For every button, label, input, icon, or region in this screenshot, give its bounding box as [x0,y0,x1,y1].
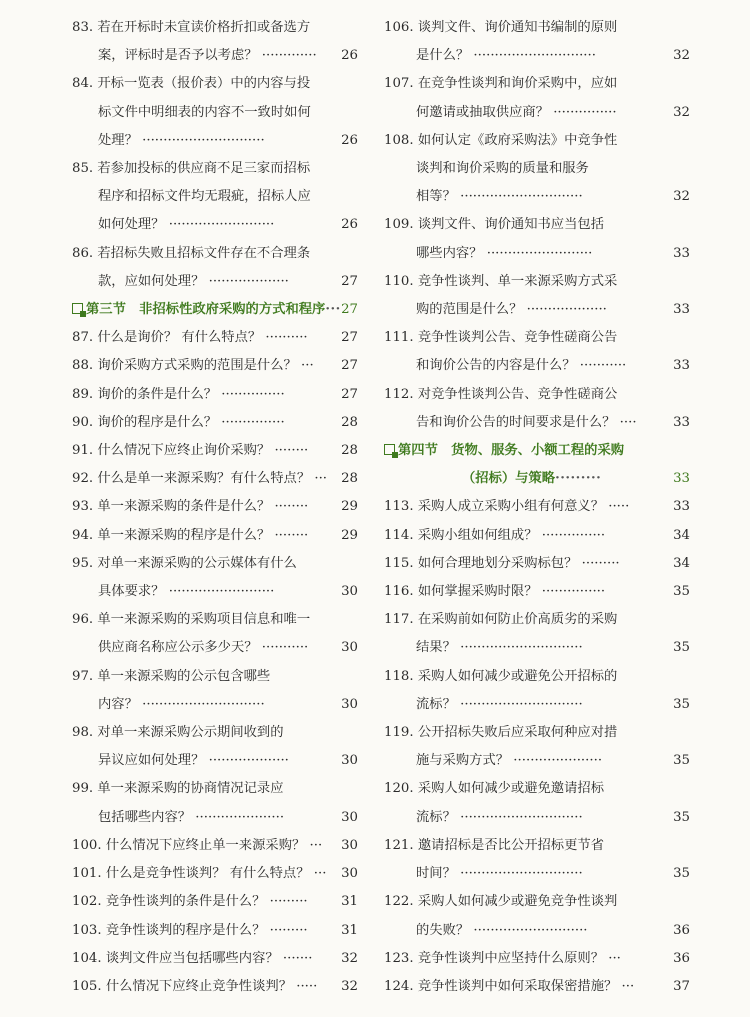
toc-entry-text: 113. 采购人成立采购小组有何意义？ ····· [384,499,630,515]
toc-entry-line [384,973,690,1001]
toc-column-left [72,14,358,1001]
toc-page-number: 35 [673,584,690,600]
toc-page-number: 35 [673,866,690,882]
toc-entry-text: 114. 采购小组如何组成？ ··············· [384,527,606,543]
toc-entry-line [72,634,358,662]
toc-entry-line [384,127,690,155]
section-heading-line [384,437,690,465]
toc-entry-line [72,691,358,719]
toc-entry[interactable] [384,606,690,662]
toc-page-number: 31 [341,922,358,938]
section-heading[interactable] [384,437,690,493]
toc-entry[interactable] [72,70,358,155]
toc-entry[interactable] [384,268,690,324]
toc-entry-line [72,155,358,183]
toc-entry-text: 98. 对单一来源采购公示期间收到的 [72,725,284,741]
toc-entry-text: 款，应如何处理？ ··················· [98,273,289,289]
toc-entry-line [384,775,690,803]
toc-entry-text: 89. 询价的条件是什么？ ··············· [72,386,285,402]
section-title-cont: （招标）与策略 [462,471,556,487]
toc-entry-text: 供应商名称应公示多少天？ ··········· [98,640,309,656]
toc-entry-text: 告和询价公告的时间要求是什么？ ···· [416,414,637,430]
toc-page-number: 26 [341,132,358,148]
toc-entry[interactable] [72,945,358,973]
toc-page-number: 33 [673,414,690,430]
toc-page-number: 35 [673,640,690,656]
toc-entry-line [72,70,358,98]
toc-entry[interactable] [384,381,690,437]
toc-page-number: 34 [673,555,690,571]
section-marker-icon [72,303,83,314]
toc-entry-line [72,832,358,860]
toc-entry-text: 90. 询价的程序是什么？ ··············· [72,414,285,430]
toc-entry-text: 84. 开标一览表（报价表）中的内容与投 [72,76,311,92]
section-heading-line [72,296,358,324]
toc-entry-text: 标文件中明细表的内容不一致时如何 [98,104,311,120]
toc-entry-text: 96. 单一来源采购的采购项目信息和唯一 [72,612,311,628]
toc-entry-line [384,155,690,183]
toc-entry[interactable] [384,522,690,550]
toc-entry-line [72,550,358,578]
toc-page-number: 32 [673,48,690,64]
toc-entry-line [72,917,358,945]
toc-entry-line [384,550,690,578]
toc-entry-line [384,14,690,42]
toc-entry-line [384,719,690,747]
toc-entry[interactable] [72,860,358,888]
toc-entry-line [72,578,358,606]
toc-entry-text: 流标？ ····························· [416,809,583,825]
toc-entry-line [72,493,358,521]
toc-entry-line [384,634,690,662]
toc-entry-text: 案，评标时是否予以考虑？ ············· [98,48,317,64]
toc-entry[interactable] [384,888,690,944]
toc-page-number: 27 [341,273,358,289]
toc-page-number: 26 [341,48,358,64]
toc-page-number: 27 [341,358,358,374]
toc-entry-line [72,606,358,634]
toc-entry[interactable] [384,127,690,212]
toc-entry[interactable] [72,550,358,606]
toc-page-number: 30 [341,640,358,656]
toc-entry[interactable] [72,465,358,493]
toc-entry-line [384,70,690,98]
toc-entry-line [72,183,358,211]
toc-entry-text: 118. 采购人如何减少或避免公开招标的 [384,668,618,684]
toc-page-number: 27 [341,386,358,402]
toc-entry[interactable] [384,775,690,831]
toc-entry-line [72,973,358,1001]
toc-entry-line [384,493,690,521]
toc-entry-text: 97. 单一来源采购的公示包含哪些 [72,668,271,684]
toc-entry-text: 112. 对竞争性谈判公告、竞争性磋商公 [384,386,618,402]
toc-entry[interactable] [72,352,358,380]
toc-entry-text: 107. 在竞争性谈判和询价采购中，应如 [384,76,618,92]
toc-entry-line [72,14,358,42]
toc-page-number: 28 [341,471,358,487]
toc-entry-text: 时间？ ····························· [416,866,583,882]
toc-entry[interactable] [72,324,358,352]
toc-entry-line [384,183,690,211]
toc-entry[interactable] [72,832,358,860]
toc-entry-text: 116. 如何掌握采购时限？ ··············· [384,584,606,600]
toc-page-number: 29 [341,527,358,543]
toc-entry-line [72,211,358,239]
toc-entry-line [384,578,690,606]
toc-entry-line [72,804,358,832]
toc-entry[interactable] [384,493,690,521]
section-page-number: 27 [341,302,358,318]
toc-page-number: 30 [341,809,358,825]
toc-entry-text: 94. 单一来源采购的程序是什么？ ········ [72,527,309,543]
toc-entry[interactable] [72,493,358,521]
toc-entry-text: 包括哪些内容？ ····················· [98,809,285,825]
toc-entry-line [72,945,358,973]
toc-entry-line [384,268,690,296]
toc-entry-line [384,324,690,352]
toc-entry-text: 83. 若在开标时未宣读价格折扣或备选方 [72,20,311,35]
toc-entry-text: 123. 竞争性谈判中应坚持什么原则？ ··· [384,950,621,966]
toc-entry-line [72,437,358,465]
toc-entry[interactable] [72,775,358,831]
toc-page-number: 34 [673,527,690,543]
toc-entry-text: 102. 竞争性谈判的条件是什么？ ········· [72,894,308,910]
toc-page-number: 30 [341,696,358,712]
toc-entry-line [384,663,690,691]
toc-entry-text: 异议应如何处理？ ··················· [98,753,289,769]
toc-entry-text: 122. 采购人如何减少或避免竞争性谈判 [384,894,618,910]
toc-entry-text: 111. 竞争性谈判公告、竞争性磋商公告 [384,330,618,346]
toc-entry-line [72,522,358,550]
toc-entry-line [384,888,690,916]
section-marker-icon [384,444,395,455]
toc-entry-line [72,409,358,437]
toc-entry-text: 内容？ ····························· [98,696,265,712]
toc-entry-line [72,324,358,352]
toc-entry-line [72,747,358,775]
toc-page-number: 35 [673,696,690,712]
section-title: 第三节 非招标性政府采购的方式和程序 [86,302,326,318]
toc-page-number: 33 [673,302,690,318]
toc-page-number: 28 [341,414,358,430]
toc-entry[interactable] [72,14,358,70]
toc-entry-text: 104. 谈判文件应当包括哪些内容？ ······· [72,950,313,966]
toc-entry[interactable] [384,211,690,267]
toc-entry-line [72,127,358,155]
toc-entry-text: 相等？ ····························· [416,189,583,205]
toc-page-number: 30 [341,866,358,882]
section-dots: ··· [325,302,341,318]
toc-page-number: 35 [673,809,690,825]
toc-entry-line [384,352,690,380]
section-page-number: 33 [673,471,690,487]
toc-page-number: 28 [341,443,358,459]
toc-entry-line [384,211,690,239]
toc-entry[interactable] [384,945,690,973]
toc-page-number: 27 [341,330,358,346]
toc-page-number: 30 [341,584,358,600]
toc-entry-line [72,465,358,493]
toc-entry-line [72,775,358,803]
toc-page-number: 32 [341,950,358,966]
toc-entry-text: 95. 对单一来源采购的公示媒体有什么 [72,555,297,571]
toc-page-number: 32 [673,104,690,120]
toc-entry[interactable] [384,663,690,719]
toc-entry[interactable] [72,973,358,1001]
toc-entry-text: 的失败？ ··························· [416,922,588,938]
toc-entry-text: 109. 谈判文件、询价通知书应当包括 [384,217,604,233]
toc-entry-text: 117. 在采购前如何防止价高质劣的采购 [384,612,618,628]
toc-entry-line [384,240,690,268]
toc-entry-line [384,860,690,888]
section-title: 第四节 货物、服务、小额工程的采购 [398,443,625,459]
toc-entry-line [72,860,358,888]
toc-entry-text: 具体要求？ ························· [98,584,275,600]
toc-entry-line [384,296,690,324]
toc-entry[interactable] [384,832,690,888]
toc-entry-line [384,409,690,437]
toc-entry-line [72,719,358,747]
toc-entry-text: 99. 单一来源采购的协商情况记录应 [72,781,284,797]
toc-entry-line [384,606,690,634]
toc-entry[interactable] [384,14,690,70]
toc-entry-text: 105. 什么情况下应终止竞争性谈判？ ····· [72,978,318,994]
toc-entry-line [72,240,358,268]
toc-entry-text: 结果？ ····························· [416,640,583,656]
toc-entry[interactable] [384,324,690,380]
toc-entry-line [72,99,358,127]
toc-page-number: 31 [341,894,358,910]
toc-entry-text: 121. 邀请招标是否比公开招标更节省 [384,837,604,853]
toc-entry-text: 购的范围是什么？ ··················· [416,302,607,318]
toc-entry[interactable] [72,409,358,437]
section-dots: ········· [555,471,602,487]
toc-entry[interactable] [384,578,690,606]
toc-entry-text: 和询价公告的内容是什么？ ··········· [416,358,627,374]
toc-entry-text: 88. 询价采购方式采购的范围是什么？ ··· [72,358,314,374]
toc-entry-text: 87. 什么是询价？ 有什么特点？ ·········· [72,330,308,346]
toc-page-number: 33 [673,245,690,261]
toc-entry-line [384,42,690,70]
toc-entry[interactable] [72,719,358,775]
toc-entry-line [384,945,690,973]
toc-entry-text: 101. 什么是竞争性谈判？ 有什么特点？ ··· [72,866,327,882]
toc-entry[interactable] [72,917,358,945]
toc-entry[interactable] [384,550,690,578]
toc-page-number: 32 [673,189,690,205]
toc-entry-line [72,381,358,409]
toc-entry-text: 106. 谈判文件、询价通知书编制的原则 [384,20,618,35]
toc-entry-text: 85. 若参加投标的供应商不足三家而招标 [72,161,311,177]
section-heading-line [384,465,690,493]
toc-entry-text: 124. 竞争性谈判中如何采取保密措施？ ··· [384,978,635,994]
toc-entry-line [384,917,690,945]
toc-entry[interactable] [72,240,358,296]
toc-entry-text: 110. 竞争性谈判、单一来源采购方式采 [384,273,618,289]
toc-entry-text: 91. 什么情况下应终止询价采购？ ········ [72,443,309,459]
toc-entry[interactable] [384,973,690,1001]
toc-entry-line [384,832,690,860]
toc-entry-line [72,888,358,916]
toc-entry[interactable] [384,70,690,126]
toc-entry-text: 86. 若招标失败且招标文件存在不合理条 [72,245,311,261]
toc-entry-line [384,691,690,719]
toc-entry-line [72,352,358,380]
toc-entry[interactable] [72,663,358,719]
toc-page-number: 26 [341,217,358,233]
toc-entry-text: 103. 竞争性谈判的程序是什么？ ········· [72,922,308,938]
toc-entry[interactable] [72,522,358,550]
toc-entry-line [72,663,358,691]
toc-entry-text: 如何处理？ ························· [98,217,275,233]
toc-page-number: 36 [673,950,690,966]
toc-entry-line [384,381,690,409]
toc-entry-line [384,747,690,775]
toc-entry-text: 92. 什么是单一来源采购？有什么特点？ ··· [72,471,328,487]
toc-entry-text: 是什么？ ····························· [416,48,596,64]
toc-page-number: 33 [673,499,690,515]
toc-entry-line [384,99,690,127]
toc-page-number: 32 [341,978,358,994]
toc-entry-text: 程序和招标文件均无瑕疵，招标人应 [98,189,311,205]
toc-entry-text: 93. 单一来源采购的条件是什么？ ········ [72,499,309,515]
toc-entry-text: 119. 公开招标失败后应采取何种应对措 [384,725,618,741]
toc-entry-text: 100. 什么情况下应终止单一来源采购？ ··· [72,837,323,853]
toc-page-number: 30 [341,753,358,769]
toc-page-number: 33 [673,358,690,374]
toc-entry-text: 何邀请或抽取供应商？ ··············· [416,104,617,120]
toc-entry-text: 115. 如何合理地划分采购标包？ ········· [384,555,620,571]
toc-entry-text: 谈判和询价采购的质量和服务 [416,161,589,177]
toc-entry[interactable] [72,606,358,662]
toc-entry[interactable] [72,155,358,240]
toc-entry[interactable] [384,719,690,775]
toc-entry-line [72,268,358,296]
toc-entry-text: 施与采购方式？ ····················· [416,753,603,769]
toc-entry-text: 哪些内容？ ························· [416,245,593,261]
toc-page-number: 36 [673,922,690,938]
toc-entry-text: 108. 如何认定《政府采购法》中竞争性 [384,132,618,148]
toc-page-number: 35 [673,753,690,769]
toc-entry[interactable] [72,888,358,916]
toc-entry-line [384,522,690,550]
toc-page-number: 30 [341,837,358,853]
toc-entry-text: 流标？ ····························· [416,696,583,712]
toc-page-number: 37 [673,978,690,994]
toc-entry-text: 120. 采购人如何减少或避免邀请招标 [384,781,604,797]
toc-entry-line [384,804,690,832]
section-heading[interactable] [72,296,358,324]
toc-entry[interactable] [72,381,358,409]
toc-entry[interactable] [72,437,358,465]
toc-page-number: 29 [341,499,358,515]
toc-column-right [384,14,690,1001]
toc-entry-line [72,42,358,70]
toc-entry-text: 处理？ ····························· [98,132,265,148]
